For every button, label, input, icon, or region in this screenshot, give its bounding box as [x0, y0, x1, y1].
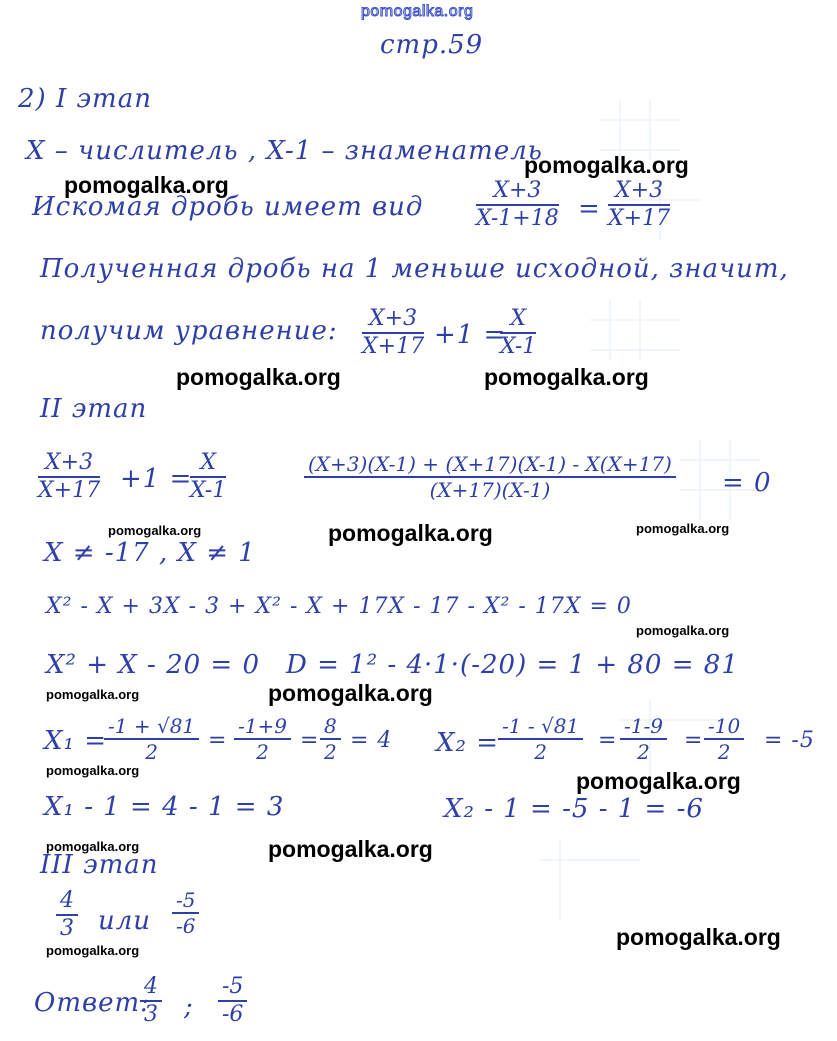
x1-fraction-3: [320, 716, 341, 762]
stage3-fraction-b: [172, 890, 199, 936]
fraction-denominator: 3: [144, 1002, 158, 1027]
stage2-discriminant: D = 1² - 4·1·(-20) = 1 + 80 = 81: [286, 650, 739, 680]
page-label: стр.59: [380, 30, 484, 60]
fraction-denominator: X-1+18: [476, 206, 559, 231]
x2-eq3: =: [684, 728, 704, 753]
fraction-denominator: 3: [60, 916, 74, 941]
stage2-eq-mid: +1 =: [120, 464, 193, 494]
fraction-denominator: 2: [256, 740, 269, 764]
x1-fraction-2: [234, 716, 291, 762]
fraction-denominator: X-1: [190, 478, 227, 503]
fraction-numerator: -5: [218, 976, 247, 1002]
fraction-denominator: X+17: [38, 478, 101, 503]
stage2-quadratic: X² + X - 20 = 0: [46, 650, 261, 680]
x2-eq2: =: [598, 728, 618, 753]
stage1-line2: Искомая дробь имеет вид: [32, 192, 424, 222]
fraction-numerator: X+3: [38, 452, 100, 478]
watermark: pomogalka.org: [176, 364, 341, 390]
x2-minus-one: X₂ - 1 = -5 - 1 = -6: [444, 794, 704, 824]
watermark: pomogalka.org: [616, 924, 781, 950]
stage3-heading: III этап: [40, 850, 159, 880]
watermark: pomogalka.org: [46, 839, 140, 854]
stage1-line1: X – числитель , X-1 – знаменатель: [26, 136, 543, 166]
x2-result: = -5: [764, 728, 815, 753]
watermark: pomogalka.org: [636, 521, 730, 536]
fraction-numerator: 4: [56, 890, 78, 916]
fraction-numerator: -5: [172, 890, 199, 914]
watermark: pomogalka.org: [268, 836, 433, 862]
fraction-numerator: 8: [320, 716, 341, 740]
fraction-numerator: (X+3)(X-1) + (X+17)(X-1) - X(X+17): [304, 454, 676, 478]
stage3-ili: или: [98, 906, 152, 936]
stage3-fraction-a: [56, 890, 78, 940]
stage1-eq-right-fraction: [500, 308, 536, 358]
top-watermark: pomogalka.org: [361, 3, 474, 20]
x1-result: = 4: [350, 728, 393, 753]
stage2-big-fraction: [304, 454, 676, 500]
stage1-eq-left-fraction: [362, 308, 424, 358]
fraction-numerator: X+3: [608, 180, 670, 206]
stage1-heading: 2) I этап: [18, 84, 152, 114]
watermark: pomogalka.org: [108, 523, 202, 538]
stage1-fraction-a: [476, 180, 559, 230]
stage1-eq-mid: +1 =: [434, 320, 507, 350]
fraction-denominator: -6: [176, 914, 196, 938]
watermark: pomogalka.org: [328, 520, 493, 546]
fraction-numerator: -1 + √81: [104, 716, 199, 740]
stage1-line3: Полученная дробь на 1 меньше исходной, значит,: [40, 254, 789, 284]
answer-fraction-b: [218, 976, 247, 1026]
fraction-denominator: 2: [324, 740, 337, 764]
watermark: pomogalka.org: [524, 152, 689, 178]
x1-minus-one: X₁ - 1 = 4 - 1 = 3: [44, 792, 285, 822]
x1-fraction-1: [104, 716, 199, 762]
fraction-denominator: 2: [145, 740, 158, 764]
fraction-denominator: 2: [534, 740, 547, 764]
fraction-denominator: X+17: [608, 206, 671, 231]
watermark: pomogalka.org: [268, 680, 433, 706]
x1-label: X₁ =: [44, 726, 107, 756]
answer-fraction-a: [140, 976, 162, 1026]
fraction-numerator: -1+9: [234, 716, 291, 740]
fraction-denominator: X-1: [500, 334, 537, 359]
watermark: pomogalka.org: [46, 943, 140, 958]
answer-label: Ответ:: [34, 988, 150, 1018]
answer-separator: ;: [184, 992, 194, 1022]
fraction-denominator: (X+17)(X-1): [429, 478, 551, 502]
stage1-fraction-b: [608, 180, 670, 230]
stage2-expand: X² - X + 3X - 3 + X² - X + 17X - 17 - X² - 17X = 0: [46, 594, 632, 619]
x1-eq3: =: [300, 728, 320, 753]
fraction-numerator: X: [500, 308, 536, 334]
fraction-numerator: X+3: [476, 180, 559, 206]
x2-fraction-3: [704, 716, 744, 762]
fraction-numerator: X: [190, 452, 226, 478]
fraction-numerator: 4: [140, 976, 162, 1002]
watermark: pomogalka.org: [46, 763, 140, 778]
fraction-numerator: -1-9: [620, 716, 667, 740]
x2-label: X₂ =: [436, 728, 499, 758]
stage2-big-rhs: = 0: [722, 468, 772, 498]
stage2-eq-right-fraction: [190, 452, 226, 502]
fraction-denominator: -6: [222, 1002, 244, 1027]
watermark: pomogalka.org: [636, 623, 730, 638]
fraction-denominator: 2: [637, 740, 650, 764]
watermark: pomogalka.org: [484, 364, 649, 390]
stage2-eq-left-fraction: [38, 452, 100, 502]
fraction-denominator: X+17: [362, 334, 425, 359]
x2-fraction-1: [498, 716, 583, 762]
fraction-numerator: -10: [704, 716, 744, 740]
watermark: pomogalka.org: [576, 768, 741, 794]
fraction-denominator: 2: [717, 740, 731, 764]
watermark: pomogalka.org: [46, 687, 140, 702]
watermark: pomogalka.org: [64, 172, 229, 198]
x1-eq2: =: [208, 728, 228, 753]
stage1-equals: =: [578, 194, 601, 224]
stage2-domain: X ≠ -17 , X ≠ 1: [44, 538, 256, 568]
fraction-numerator: -1 - √81: [498, 716, 583, 740]
stage1-line4: получим уравнение:: [40, 316, 338, 346]
stage2-heading: II этап: [40, 394, 148, 424]
x2-fraction-2: [620, 716, 667, 762]
fraction-numerator: X+3: [362, 308, 424, 334]
